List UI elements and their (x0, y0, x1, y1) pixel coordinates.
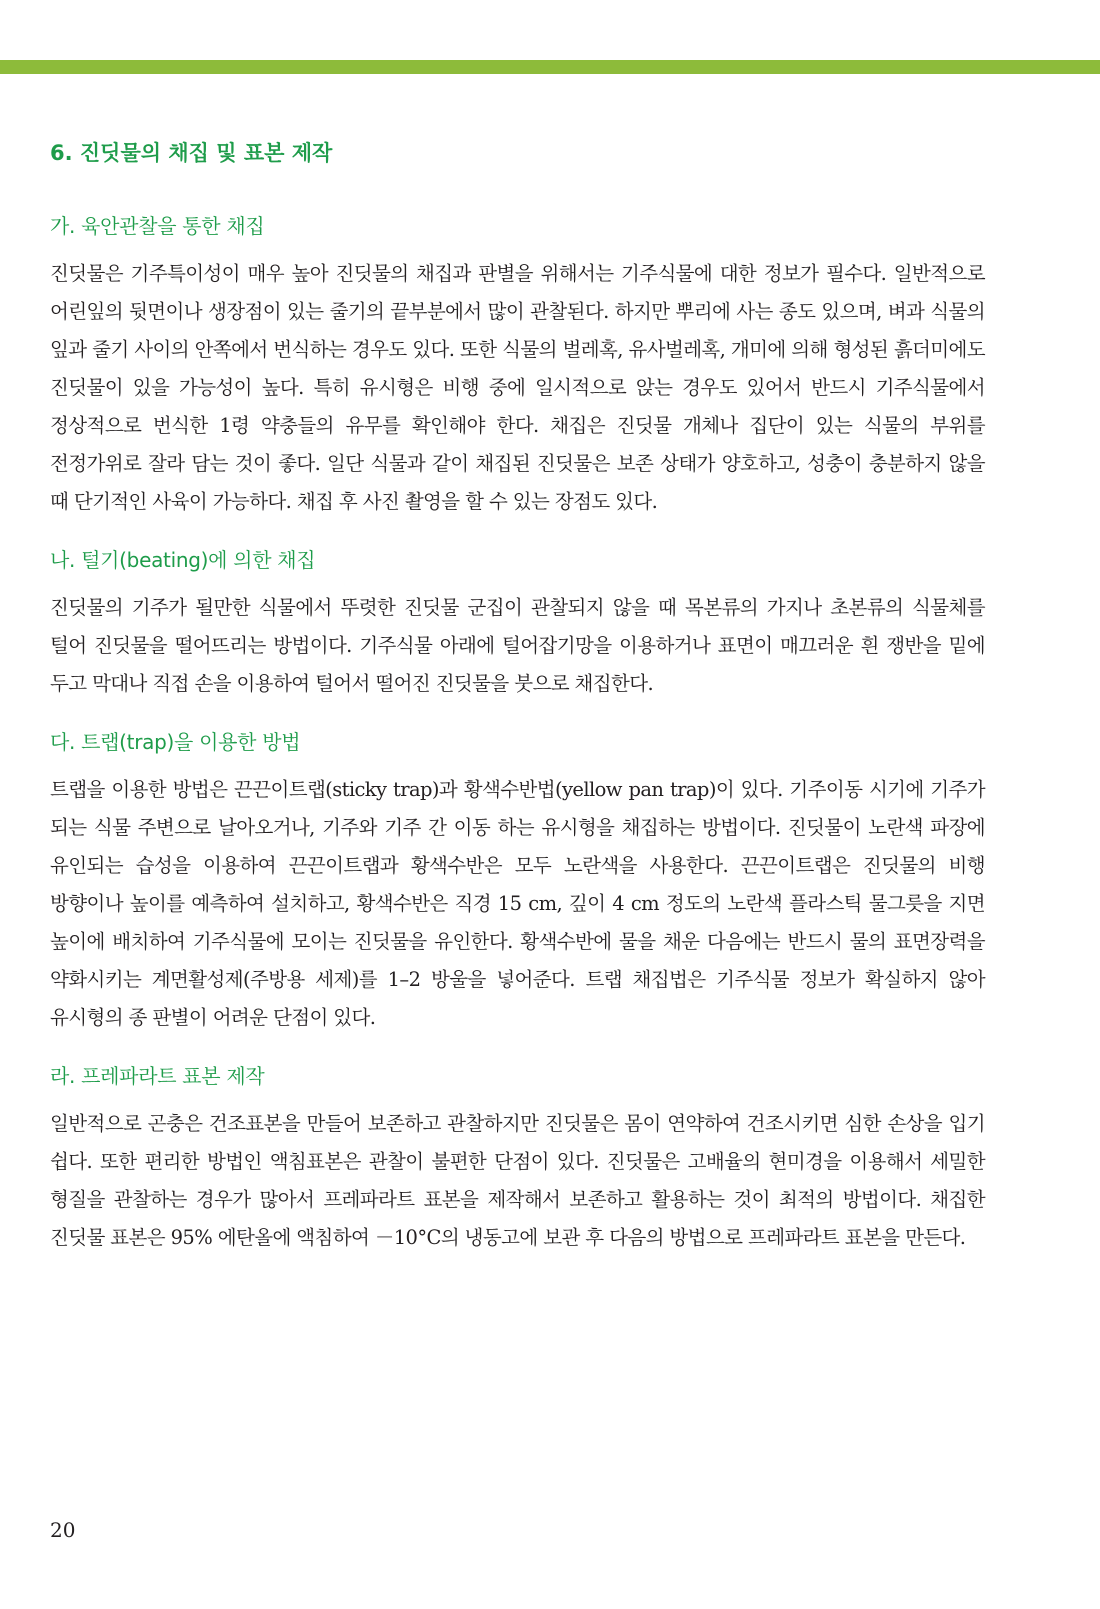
section-body: 일반적으로 곤충은 건조표본을 만들어 보존하고 관찰하지만 진딧물은 몸이 연약하여 건조시키면 심한 손상을 입기 쉽다. 또한 편리한 방법인 액침표본은 관찰이 불편한 단점이 있다. 진딧물은 고배율의 현미경을 이용해서 세밀한 형질을 관찰하는 경우가 많아서 프레파라트 표본을 제작해서 보존하고 활용하는 것이 최적의 방법이다. 채집한 진딧물 표본은 95% 에탄올에 액침하여 －10°C의 냉동고에 보관 후 다음의 방법으로 프레파라트 표본을 만든다. (50, 1112, 985, 1250)
section-title: 라. 프레파라트 표본 제작 (50, 1064, 265, 1089)
section-trap-method (50, 729, 985, 1037)
section-body: 트랩을 이용한 방법은 끈끈이트랩(sticky trap)과 황색수반법(yellow pan trap)이 있다. 기주이동 시기에 기주가 되는 식물 주변으로 날아오거나, 기주와 기주 간 이동 하는 유시형을 채집하는 방법이다. 진딧물이 노란색 파장에 유인되는 습성을 이용하여 끈끈이트랩과 황색수반은 모두 노란색을 사용한다. 끈끈이트랩은 진딧물의 비행 방향이나 높이를 예측하여 설치하고, 황색수반은 직경 15 cm, 깊이 4 cm 정도의 노란색 플라스틱 물그릇을 지면 높이에 배치하여 기주식물에 모이는 진딧물을 유인한다. 황색수반에 물을 채운 다음에는 반드시 물의 표면장력을 약화시키는 계면활성제(주방용 세제)를 1–2 방울을 넣어준다. 트랩 채집법은 기주식물 정보가 확실하지 않아 유시형의 종 판별이 어려운 단점이 있다. (50, 778, 985, 1030)
section-beating-collection (50, 547, 985, 703)
header-accent-bar (0, 60, 1100, 74)
page-content (50, 140, 985, 1283)
section-visual-collection (50, 213, 985, 521)
page-number: 20 (50, 1518, 76, 1542)
chapter-title: 6. 진딧물의 채집 및 표본 제작 (50, 141, 333, 165)
section-body: 진딧물의 기주가 될만한 식물에서 뚜렷한 진딧물 군집이 관찰되지 않을 때 목본류의 가지나 초본류의 식물체를 털어 진딧물을 떨어뜨리는 방법이다. 기주식물 아래에 털어잡기망을 이용하거나 표면이 매끄러운 흰 쟁반을 밑에 두고 막대나 직접 손을 이용하여 털어서 떨어진 진딧물을 붓으로 채집한다. (50, 596, 985, 696)
section-title: 다. 트랩(trap)을 이용한 방법 (50, 730, 301, 755)
section-title: 나. 털기(beating)에 의한 채집 (50, 548, 316, 573)
section-slide-specimen (50, 1063, 985, 1257)
section-title: 가. 육안관찰을 통한 채집 (50, 214, 265, 239)
section-body: 진딧물은 기주특이성이 매우 높아 진딧물의 채집과 판별을 위해서는 기주식물에 대한 정보가 필수다. 일반적으로 어린잎의 뒷면이나 생장점이 있는 줄기의 끝부분에서 많이 관찰된다. 하지만 뿌리에 사는 종도 있으며, 벼과 식물의 잎과 줄기 사이의 안쪽에서 번식하는 경우도 있다. 또한 식물의 벌레혹, 유사벌레혹, 개미에 의해 형성된 흙더미에도 진딧물이 있을 가능성이 높다. 특히 유시형은 비행 중에 일시적으로 앉는 경우도 있어서 반드시 기주식물에서 정상적으로 번식한 1령 약충들의 유무를 확인해야 한다. 채집은 진딧물 개체나 집단이 있는 식물의 부위를 전정가위로 잘라 담는 것이 좋다. 일단 식물과 같이 채집된 진딧물은 보존 상태가 양호하고, 성충이 충분하지 않을 때 단기적인 사육이 가능하다. 채집 후 사진 촬영을 할 수 있는 장점도 있다. (50, 262, 985, 514)
